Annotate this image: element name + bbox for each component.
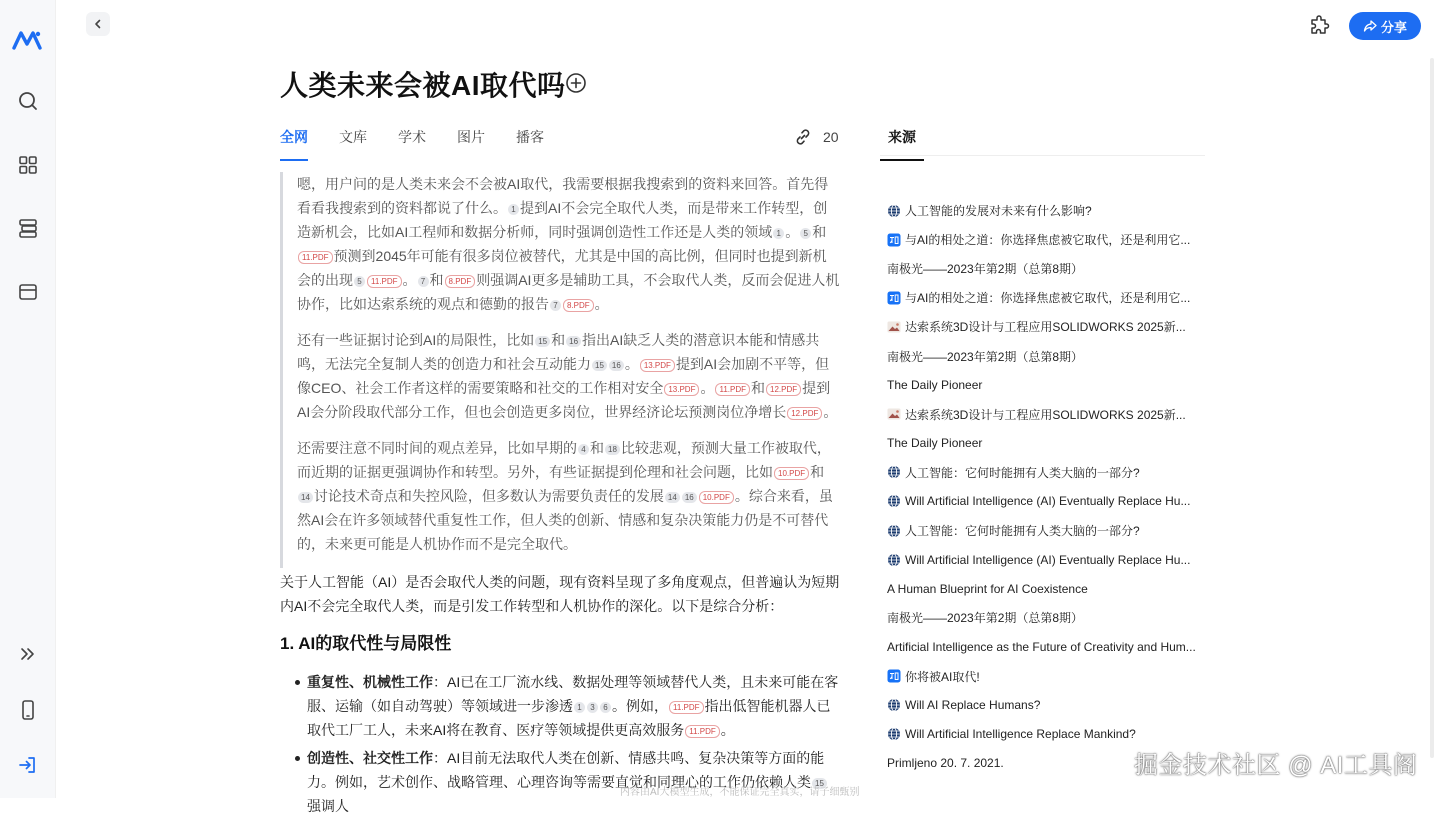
links-count: 20 <box>823 129 839 145</box>
source-item[interactable] <box>887 603 1199 632</box>
source-title: 达索系统3D设计与工程应用SOLIDWORKS 2025新... <box>905 320 1186 335</box>
divider <box>880 155 1205 156</box>
share-label: 分享 <box>1380 19 1407 35</box>
scrollbar[interactable] <box>1430 58 1434 758</box>
source-title: A Human Blueprint for AI Coexistence <box>887 581 1088 596</box>
list-item: 创造性、社交性工作：AI目前无法取代人类在创新、情感共鸣、复杂决策等方面的能力。例如，艺术创作、战略管理、心理咨询等需要直觉和同理心的工作仍依赖人类 15强调人 <box>280 746 840 818</box>
zhihu-icon <box>887 669 901 683</box>
globe-icon <box>887 698 901 712</box>
apps-grid-icon[interactable] <box>17 154 39 176</box>
left-sidebar <box>0 0 56 798</box>
pdf-citation-badge[interactable]: 12.PDF <box>766 383 801 396</box>
citation-badge[interactable]: 15 <box>535 336 550 347</box>
zhihu-icon <box>887 291 901 305</box>
zhihu-icon <box>887 233 901 247</box>
source-title: Will Artificial Intelligence (AI) Eventually Replace Hu... <box>905 494 1191 509</box>
tab-library[interactable]: 文库 <box>339 129 367 145</box>
citation-badge[interactable]: 16 <box>682 492 697 503</box>
source-title: 南极光——2023年第2期（总第8期） <box>887 262 1084 277</box>
source-item[interactable] <box>887 312 1199 341</box>
source-item[interactable] <box>887 458 1199 487</box>
source-title: Primljeno 20. 7. 2021. <box>887 756 1004 771</box>
citation-badge[interactable]: 18 <box>605 444 620 455</box>
window-icon[interactable] <box>17 281 39 303</box>
section-heading: 1. AI的取代性与局限性 <box>280 634 452 653</box>
citation-badge[interactable]: 6 <box>600 702 611 713</box>
pdf-citation-badge[interactable]: 10.PDF <box>774 467 809 480</box>
globe-icon <box>887 553 901 567</box>
pdf-citation-badge[interactable]: 12.PDF <box>787 407 822 420</box>
link-icon <box>793 127 813 147</box>
globe-icon <box>887 465 901 479</box>
citation-badge[interactable]: 16 <box>609 360 624 371</box>
globe-icon <box>887 524 901 538</box>
search-icon[interactable] <box>17 90 39 112</box>
source-item[interactable] <box>887 196 1199 225</box>
source-item[interactable] <box>887 254 1199 283</box>
source-title: 与AI的相处之道：你选择焦虑被它取代，还是利用它... <box>905 291 1191 306</box>
source-title: Artificial Intelligence as the Future of Creativity and Hum... <box>887 639 1196 654</box>
pdf-citation-badge[interactable]: 11.PDF <box>715 383 750 396</box>
pdf-citation-badge[interactable]: 11.PDF <box>685 725 720 738</box>
list-item: 重复性、机械性工作：AI已在工厂流水线、数据处理等领域替代人类，且未来可能在客服、运输（如自动驾驶）等领域进一步渗透 1 3 6 。例如， 11.PDF 指出低智能机器人已取代工厂工人，未来AI将在教育、医疗等领域提供更高效服务 11.PDF 。 <box>280 670 840 742</box>
citation-badge[interactable]: 4 <box>578 444 589 455</box>
expand-sidebar-icon[interactable] <box>17 643 39 665</box>
citation-badge[interactable]: 1 <box>773 228 784 239</box>
source-item[interactable] <box>887 691 1199 720</box>
source-title: 人工智能：它何时能拥有人类大脑的一部分? <box>905 465 1140 480</box>
page-title: 人类未来会被AI取代吗 <box>280 70 566 101</box>
watermark: 掘金技术社区 @ AI工具阁 <box>1134 752 1418 779</box>
reasoning-block <box>280 172 840 568</box>
source-item[interactable] <box>887 371 1199 400</box>
tab-podcast[interactable]: 播客 <box>516 129 544 145</box>
citation-badge[interactable]: 1 <box>508 204 519 215</box>
source-item[interactable] <box>887 225 1199 254</box>
chevron-left-icon <box>92 18 104 30</box>
source-title: Will Artificial Intelligence Replace Mankind? <box>905 727 1136 742</box>
source-item[interactable] <box>887 662 1199 691</box>
pdf-citation-badge[interactable]: 13.PDF <box>640 359 675 372</box>
source-item[interactable] <box>887 283 1199 312</box>
citation-badge[interactable]: 5 <box>800 228 811 239</box>
mobile-app-icon[interactable] <box>17 699 39 721</box>
tab-images[interactable]: 图片 <box>457 129 485 145</box>
citation-badge[interactable]: 7 <box>418 276 429 287</box>
globe-icon <box>887 204 901 218</box>
tab-sources[interactable]: 来源 <box>880 127 924 161</box>
reference-links-button[interactable] <box>793 127 839 147</box>
source-item[interactable] <box>887 400 1199 429</box>
source-item[interactable] <box>887 429 1199 458</box>
citation-badge[interactable]: 14 <box>298 492 313 503</box>
source-title: 人工智能：它何时能拥有人类大脑的一部分? <box>905 524 1140 539</box>
citation-badge[interactable]: 1 <box>574 702 585 713</box>
citation-badge[interactable]: 15 <box>812 778 827 789</box>
citation-badge[interactable]: 14 <box>665 492 680 503</box>
pdf-citation-badge[interactable]: 8.PDF <box>445 275 476 288</box>
citation-badge[interactable]: 7 <box>550 300 561 311</box>
source-title: 达索系统3D设计与工程应用SOLIDWORKS 2025新... <box>905 407 1186 422</box>
reasoning-paragraph-1: 嗯，用户问的是人类未来会不会被AI取代，我需要根据我搜索到的资料来回答。首先得看看我搜索到的资料都说了什么。 1 提到AI不会完全取代人类，而是带来工作转型，创造新机会，比如AI工程师和数据分析师，同时强调创造性工作还是人类的领域 1 。 5 和11.PDF 预测到2045年可能有很多岗位被替代，尤其是中国的高比例，但同时也提到新机会的出现 5 11.PDF 。 7 和 8.PDF 则强调AI更多是辅助工具，不会取代人类，反而会促进人机协作，比如达索系统的观点和德勤的报告 7 8.PDF 。 <box>297 176 840 312</box>
source-title: The Daily Pioneer <box>887 378 983 393</box>
login-icon[interactable] <box>17 754 39 776</box>
source-title: 人工智能的发展对未来有什么影响? <box>905 204 1092 219</box>
sources-list <box>887 196 1199 778</box>
share-button[interactable] <box>1349 12 1421 40</box>
source-item[interactable] <box>887 487 1199 516</box>
reasoning-paragraph-3: 还需要注意不同时间的观点差异，比如早期的 4 和 18 比较悲观，预测大量工作被取代，而近期的证据更强调协作和转型。另外，有些证据提到伦理和社会问题，比如 10.PDF 和14 讨论技术奇点和失控风险，但多数认为需要负责任的发展 14 16 10.PDF 。综合来看，虽然AI会在许多领域替代重复性工作，但人类的创新、情感和复杂决策能力仍是不可替代的，未来更可能是人机协作而不是完全取代。 <box>297 440 833 552</box>
image-icon <box>887 407 901 421</box>
source-item[interactable] <box>887 516 1199 545</box>
tab-academic[interactable]: 学术 <box>398 129 426 145</box>
tab-web[interactable]: 全网 <box>280 127 308 161</box>
citation-badge[interactable]: 16 <box>566 336 581 347</box>
search-scope-tabs <box>280 127 575 161</box>
source-title: 南极光——2023年第2期（总第8期） <box>887 349 1084 364</box>
share-icon <box>1363 19 1377 33</box>
globe-icon <box>887 727 901 741</box>
pdf-citation-badge[interactable]: 10.PDF <box>699 491 734 504</box>
pdf-citation-badge[interactable]: 11.PDF <box>367 275 402 288</box>
app-logo-icon[interactable] <box>12 28 44 52</box>
citation-badge[interactable]: 15 <box>592 360 607 371</box>
globe-icon <box>887 494 901 508</box>
pdf-citation-badge[interactable]: 13.PDF <box>664 383 699 396</box>
image-icon <box>887 320 901 334</box>
citation-badge[interactable]: 5 <box>354 276 365 287</box>
source-item[interactable] <box>887 545 1199 574</box>
library-stack-icon[interactable] <box>17 217 39 239</box>
source-item[interactable] <box>887 341 1199 370</box>
source-title: 南极光——2023年第2期（总第8期） <box>887 611 1084 626</box>
collapse-panel-button[interactable] <box>86 12 110 36</box>
pdf-citation-badge[interactable]: 8.PDF <box>563 299 594 312</box>
source-item[interactable] <box>887 632 1199 661</box>
add-circle-icon[interactable] <box>565 72 587 94</box>
citation-badge[interactable]: 3 <box>587 702 598 713</box>
ai-disclaimer: 内容由AI大模型生成，不能保证完全真实，请子细甄别 <box>620 787 860 798</box>
source-item[interactable] <box>887 574 1199 603</box>
plugin-icon[interactable] <box>1308 14 1332 38</box>
reasoning-paragraph-2: 还有一些证据讨论到AI的局限性，比如 15 和 16 指出AI缺乏人类的潜意识本能和情感共鸣，无法完全复制人类的创造力和社会互动能力 15 16 。 13.PDF 提到AI会加剧不平等，但像CEO、社会工作者这样的需要策略和社交的工作相对安全 13.PDF 。 11.PDF 和 12.PDF 提到AI会分阶段取代部分工作，但也会创造更多岗位，世界经济论坛预测岗位净增长 12.PDF 。 <box>297 332 838 420</box>
source-title: 你将被AI取代! <box>905 669 980 684</box>
source-title: Will AI Replace Humans? <box>905 698 1041 713</box>
pdf-citation-badge[interactable]: 11.PDF <box>669 701 704 714</box>
answer-intro: 关于人工智能（AI）是否会取代人类的问题，现有资料呈现了多角度观点，但普遍认为短期内AI不会完全取代人类，而是引发工作转型和人机协作的深化。以下是综合分析： <box>280 574 840 614</box>
source-title: 与AI的相处之道：你选择焦虑被它取代，还是利用它... <box>905 233 1191 248</box>
source-title: The Daily Pioneer <box>887 436 983 451</box>
source-title: Will Artificial Intelligence (AI) Eventually Replace Hu... <box>905 552 1191 567</box>
pdf-citation-badge[interactable]: 11.PDF <box>298 251 333 264</box>
